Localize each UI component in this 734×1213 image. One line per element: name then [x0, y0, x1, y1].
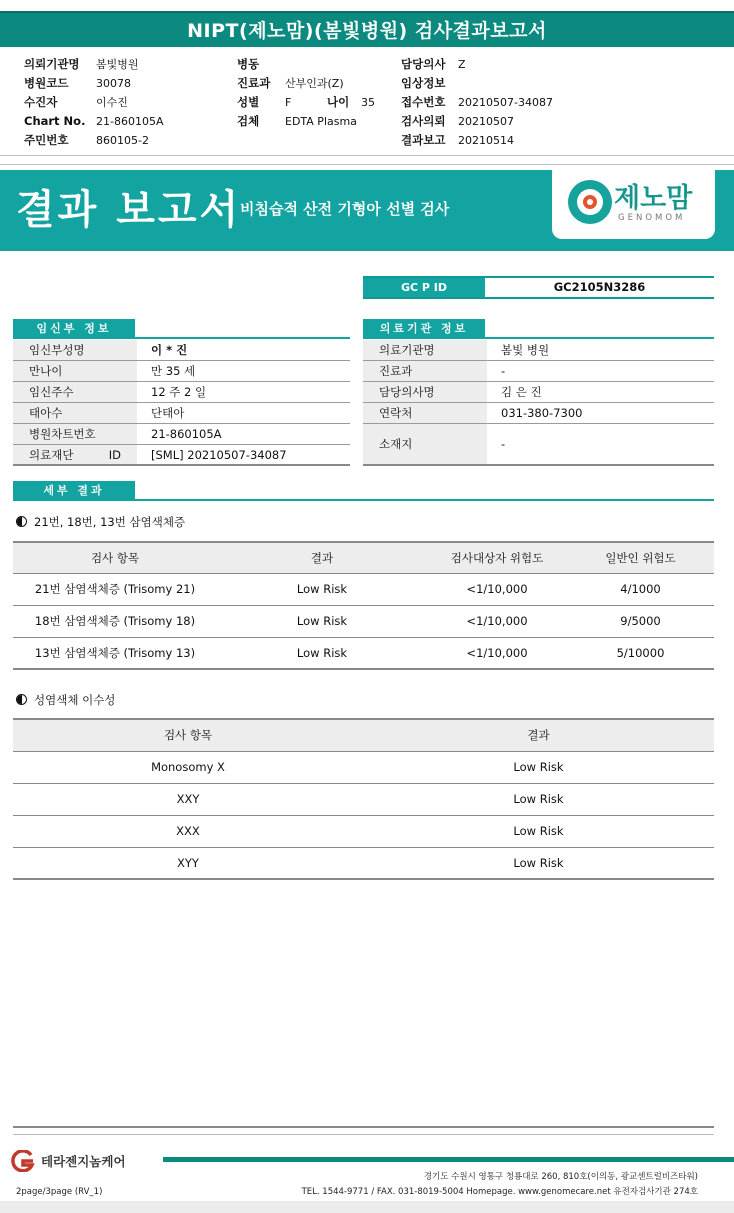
half-circle-icon: [16, 516, 27, 527]
header-field: Chart No. 21-860105A: [24, 114, 164, 128]
header-field: 검체 EDTA Plasma: [237, 114, 357, 128]
header-field: 주민번호 860105-2: [24, 133, 149, 147]
pregnant-info-heading: 임신부 정보: [13, 319, 350, 339]
sex-chromosome-table: [13, 718, 714, 880]
table-header: 검사 항목 결과 검사대상자 위험도 일반인 위험도: [13, 543, 714, 574]
g-logo-icon: [10, 1150, 35, 1172]
info-row: 연락처 031-380-7300: [363, 403, 714, 424]
info-row: 임신부성명 이 * 진: [13, 340, 350, 361]
details-heading: 세부 결과: [13, 481, 714, 501]
genomom-mark-icon: [568, 180, 612, 224]
header-field: 결과보고 20210514: [401, 133, 514, 147]
footer-bar: [163, 1157, 734, 1162]
trisomy-table: [13, 541, 714, 670]
divider: [0, 164, 734, 165]
pregnant-info-table: [13, 340, 350, 466]
info-row: 진료과 -: [363, 361, 714, 382]
info-row: 의료재단 ID [SML] 20210507-34087: [13, 445, 350, 466]
header-field: 의뢰기관명 봄빛병원: [24, 57, 139, 71]
footer-address: 경기도 수원시 영통구 청룡대로 260, 810호(이의동, 광교센트럴비즈타워) TEL. 1544-9771 / FAX. 031-8019-5004 Homepage. www.genomecare.net 유전자검사기관 274호: [301, 1172, 698, 1197]
info-row: 병원차트번호 21-860105A: [13, 424, 350, 445]
header-col-2: [237, 55, 375, 131]
info-row: 임신주수 12 주 2 일: [13, 382, 350, 403]
banner-subtitle: 비침습적 산전 기형아 선별 검사: [240, 200, 450, 218]
hospital-info-table: [363, 340, 714, 466]
header-field: 병동: [237, 57, 260, 71]
half-circle-icon: [16, 694, 27, 705]
header-field: 성별 F 나이 35: [237, 95, 375, 109]
table-header: 검사 항목 결과: [13, 720, 714, 752]
info-row: 담당의사명 김 은 진: [363, 382, 714, 403]
header-field: 수진자 이수진: [24, 95, 128, 109]
gcp-id-value: GC2105N3286: [553, 280, 646, 294]
report-title-bar: [0, 11, 734, 47]
gcp-id-label: GC P ID: [363, 278, 485, 297]
table-row: 21번 삼염색체증 (Trisomy 21) Low Risk <1/10,000 4/1000: [13, 574, 714, 606]
divider: [0, 155, 734, 156]
sex-chromosome-section-title: 성염색체 이수성: [16, 692, 115, 708]
trisomy-section-title: 21번, 18번, 13번 삼염색체증: [16, 514, 185, 530]
table-row: Monosomy X Low Risk: [13, 752, 714, 784]
header-field: 검사의뢰 20210507: [401, 114, 514, 128]
table-row: 13번 삼염색체증 (Trisomy 13) Low Risk <1/10,000 5/10000: [13, 638, 714, 670]
header-field: 접수번호 20210507-34087: [401, 95, 553, 109]
info-row: 의료기관명 봄빛 병원: [363, 340, 714, 361]
header-col-1: [24, 55, 163, 150]
page-number: 2page/3page (RV_1): [16, 1187, 103, 1197]
info-row: 소재지 -: [363, 424, 714, 466]
table-row: XXY Low Risk: [13, 784, 714, 816]
gcp-id-box: [363, 276, 714, 299]
hospital-info-heading: 의료기관 정보: [363, 319, 714, 339]
table-row: XXX Low Risk: [13, 816, 714, 848]
banner-title: 결과 보고서: [16, 187, 242, 233]
header-field: 담당의사 Z: [401, 57, 466, 71]
table-row: 18번 삼염색체증 (Trisomy 18) Low Risk <1/10,000 9/5000: [13, 606, 714, 638]
result-banner: [0, 170, 734, 251]
company-name: 테라젠지놈케어: [41, 1154, 126, 1169]
header-field: 병원코드 30078: [24, 76, 131, 90]
bottom-strip: [0, 1201, 734, 1213]
report-title: NIPT(제노맘)(봄빛병원) 검사결과보고서: [187, 20, 547, 42]
header-field: 진료과 산부인과(Z): [237, 76, 344, 90]
info-row: 태아수 단태아: [13, 403, 350, 424]
header-field: 임상정보: [401, 76, 446, 90]
table-row: XYY Low Risk: [13, 848, 714, 880]
header-col-3: [401, 55, 553, 150]
logo-text: 제노맘: [614, 183, 693, 214]
genomom-logo: [552, 170, 715, 239]
info-row: 만나이 만 35 세: [13, 361, 350, 382]
logo-subtext: GENOMOM: [618, 213, 686, 223]
